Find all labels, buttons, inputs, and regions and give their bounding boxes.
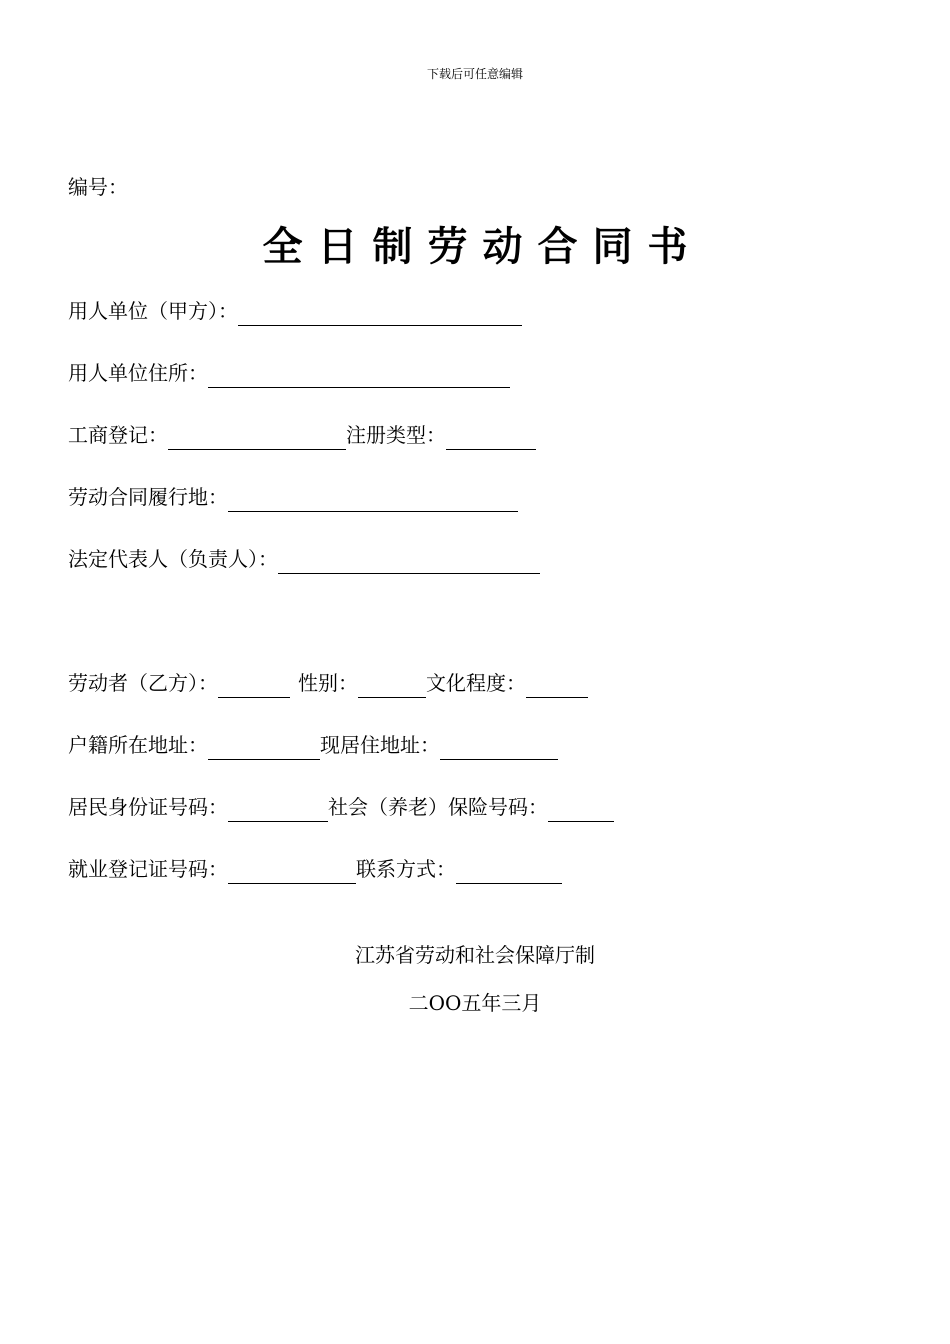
- registration-blank[interactable]: [168, 425, 346, 450]
- employment-reg-row: [68, 854, 562, 884]
- workplace-blank[interactable]: [228, 487, 518, 512]
- employer-name-label: 用人单位（甲方）：: [68, 299, 238, 323]
- employee-name-label: 劳动者（乙方）：: [68, 671, 218, 695]
- household-row: [68, 730, 558, 760]
- workplace-label: 劳动合同履行地：: [68, 485, 228, 509]
- employment-reg-label: 就业登记证号码：: [68, 857, 228, 881]
- insurance-blank[interactable]: [548, 797, 614, 822]
- education-blank[interactable]: [526, 673, 588, 698]
- residence-blank[interactable]: [440, 735, 558, 760]
- issuer-line: 江苏省劳动和社会保障厅制: [355, 943, 595, 967]
- registration-type-label: 注册类型：: [346, 423, 446, 447]
- contact-blank[interactable]: [456, 859, 562, 884]
- employer-name-blank[interactable]: [238, 301, 522, 326]
- legal-rep-blank[interactable]: [278, 549, 540, 574]
- legal-rep-label: 法定代表人（负责人）：: [68, 547, 278, 571]
- employer-address-blank[interactable]: [208, 363, 510, 388]
- gender-label: 性别：: [298, 671, 358, 695]
- household-label: 户籍所在地址：: [68, 733, 208, 757]
- workplace-row: [68, 482, 518, 512]
- serial-number-label: 编号：: [68, 175, 128, 199]
- employee-name-row: [68, 668, 588, 698]
- header-note: 下载后可任意编辑: [426, 67, 523, 81]
- legal-rep-row: [68, 544, 540, 574]
- education-label: 文化程度：: [426, 671, 526, 695]
- issue-date-line: 二OO五年三月: [408, 991, 542, 1015]
- employment-reg-blank[interactable]: [228, 859, 356, 884]
- employee-name-blank[interactable]: [218, 673, 290, 698]
- registration-type-blank[interactable]: [446, 425, 536, 450]
- employer-name-row: [68, 296, 522, 326]
- document-title: 全日制劳动合同书: [262, 224, 703, 270]
- household-blank[interactable]: [208, 735, 320, 760]
- insurance-label: 社会（养老）保险号码：: [328, 795, 548, 819]
- residence-label: 现居住地址：: [320, 733, 440, 757]
- id-number-label: 居民身份证号码：: [68, 795, 228, 819]
- gender-blank[interactable]: [358, 673, 426, 698]
- id-number-blank[interactable]: [228, 797, 328, 822]
- contact-label: 联系方式：: [356, 857, 456, 881]
- employer-address-label: 用人单位住所：: [68, 361, 208, 385]
- registration-row: [68, 420, 536, 450]
- registration-label: 工商登记：: [68, 423, 168, 447]
- id-row: [68, 792, 614, 822]
- employer-address-row: [68, 358, 510, 388]
